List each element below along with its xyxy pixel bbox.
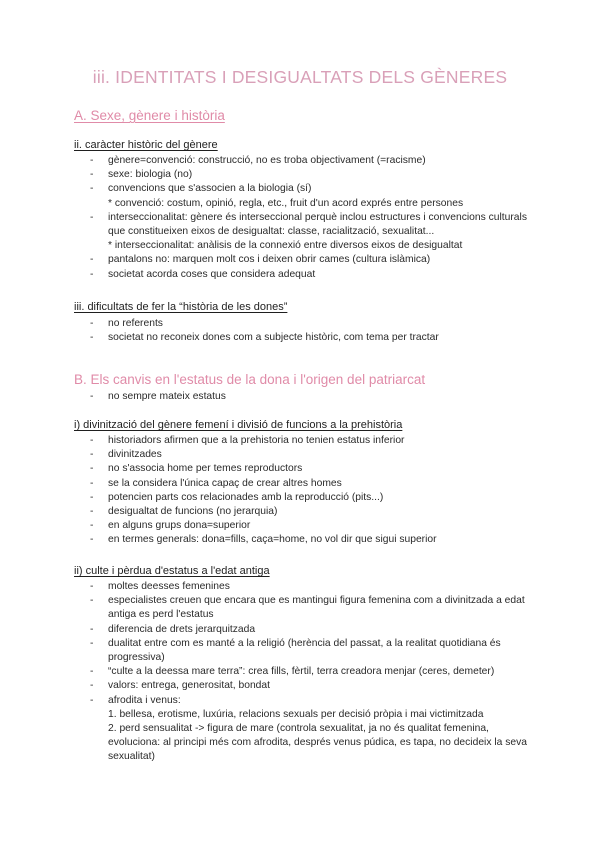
list-item: - desigualtat de funcions (no jerarquia) bbox=[74, 505, 534, 519]
subsection-a-ii-list bbox=[74, 154, 534, 282]
list-item: - especialistes creuen que encara que es mantingui figura femenina com a divinitzada a edat antiga es perd l'estatus bbox=[74, 594, 534, 622]
list-item: - valors: entrega, generositat, bondat bbox=[74, 679, 534, 693]
subsection-a-iii-list bbox=[74, 317, 534, 345]
list-item: - potencien parts cos relacionades amb la reproducció (pits...) bbox=[74, 491, 534, 505]
subsection-b-ii-list bbox=[74, 580, 534, 765]
list-item: - no sempre mateix estatus bbox=[74, 390, 534, 404]
section-a-heading: A. Sexe, gènere i història bbox=[74, 108, 225, 123]
list-item: - societat no reconeix dones com a subjecte històric, com tema per tractar bbox=[74, 331, 534, 345]
subsection-a-iii-title: iii. dificultats de fer la “història de les dones” bbox=[74, 301, 288, 313]
list-item: - no s'associa home per temes reproductors bbox=[74, 462, 534, 476]
subsection-b-i-list bbox=[74, 434, 534, 548]
subsection-b-i-title: i) divinització del gènere femení i divisió de funcions a la prehistòria bbox=[74, 419, 403, 431]
list-item: - pantalons no: marquen molt cos i deixen obrir cames (cultura islàmica) bbox=[74, 253, 534, 267]
list-item: - divinitzades bbox=[74, 448, 534, 462]
list-item: - no referents bbox=[74, 317, 534, 331]
list-item: - afrodita i venus: bbox=[74, 694, 534, 708]
list-item: - historiadors afirmen que a la prehistoria no tenien estatus inferior bbox=[74, 434, 534, 448]
list-item: - “culte a la deessa mare terra”: crea fills, fèrtil, terra creadora menjar (ceres, demeter) bbox=[74, 665, 534, 679]
list-item: - en termes generals: dona=fills, caça=home, no vol dir que sigui superior bbox=[74, 533, 534, 547]
list-note: 1. bellesa, erotisme, luxúria, relacions sexuals per decisió pròpia i mai victimitzada bbox=[108, 708, 484, 720]
section-b-intro-list bbox=[74, 390, 534, 404]
list-item: - societat acorda coses que considera adequat bbox=[74, 268, 534, 282]
subsection-b-ii-title: ii) culte i pèrdua d'estatus a l'edat antiga bbox=[74, 565, 270, 577]
list-note: * convenció: costum, opinió, regla, etc., fruit d'un acord exprés entre persones bbox=[108, 197, 464, 209]
subsection-a-ii-title: ii. caràcter històric del gènere bbox=[74, 139, 218, 151]
section-b-heading: B. Els canvis en l'estatus de la dona i l'origen del patriarcat bbox=[74, 372, 426, 387]
list-item: - gènere=convenció: construcció, no es troba objectivament (=racisme) bbox=[74, 154, 534, 168]
document-title: iii. IDENTITATS I DESIGUALTATS DELS GÈNERES bbox=[92, 67, 508, 87]
list-item: - diferencia de drets jerarquitzada bbox=[74, 623, 534, 637]
list-item: - interseccionalitat: gènere és interseccional perquè inclou estructures i convencions culturals que constitueixen eixos de desigualtat: classe, racialització, sexualitat... bbox=[74, 211, 534, 239]
list-item: - dualitat entre com es manté a la religió (herència del passat, a la realitat quotidiana és progressiva) bbox=[74, 637, 534, 665]
list-item: - en alguns grups dona=superior bbox=[74, 519, 534, 533]
list-item: - se la considera l'única capaç de crear altres homes bbox=[74, 477, 534, 491]
list-item: - convencions que s'associen a la biologia (sí) bbox=[74, 182, 534, 196]
list-note: 2. perd sensualitat -> figura de mare (controla sexualitat, ja no és qualitat femenina, evoluciona: al principi més com afrodita, després venus púdica, es tapa, no decideix la seva sexualitat) bbox=[108, 723, 527, 763]
list-item: - sexe: biologia (no) bbox=[74, 168, 534, 182]
list-note: * interseccionalitat: anàlisis de la connexió entre diversos eixos de desigualtat bbox=[108, 240, 463, 252]
list-item: - moltes deesses femenines bbox=[74, 580, 534, 594]
